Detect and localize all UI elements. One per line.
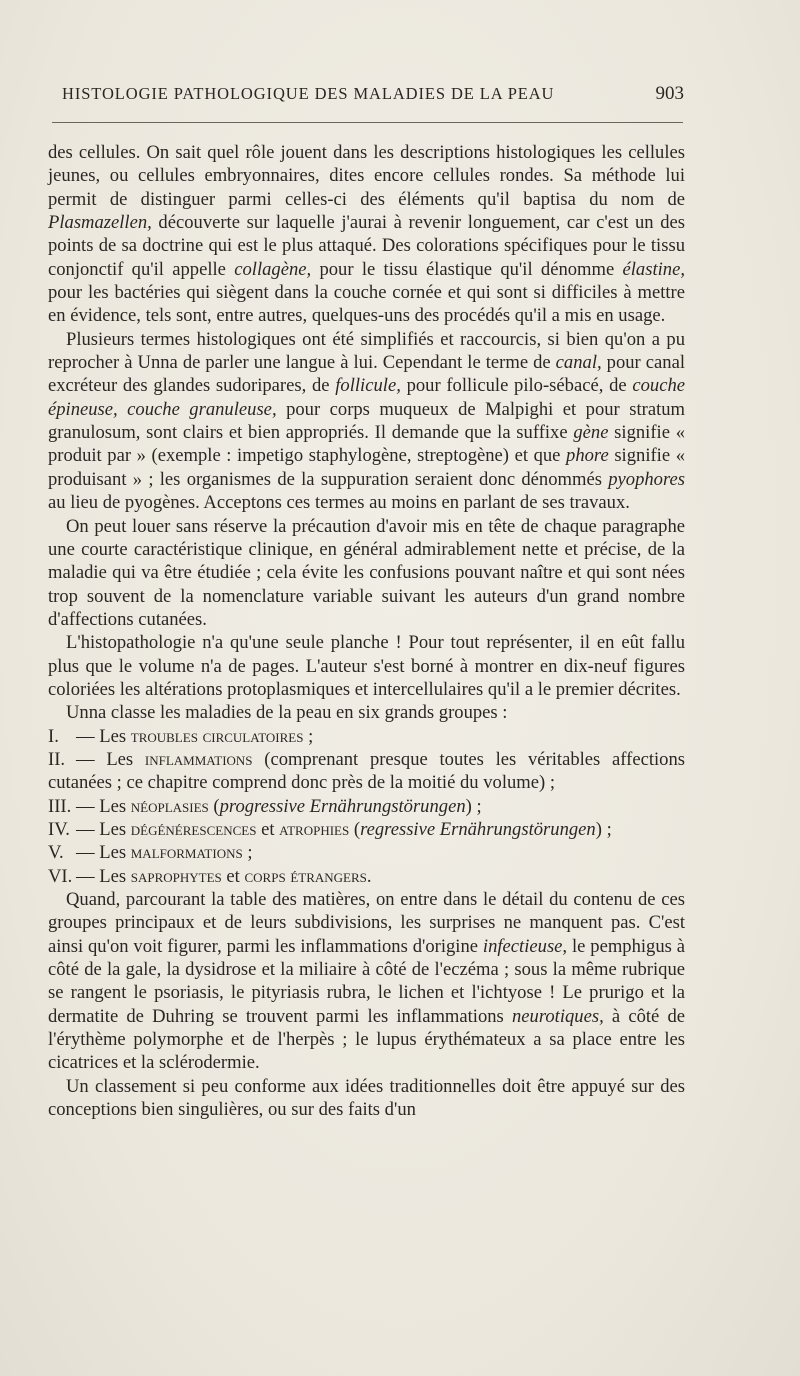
text-run: . xyxy=(366,865,372,887)
page-body xyxy=(48,141,685,1121)
small-caps-term: dégénérescences xyxy=(130,818,257,840)
text-run: ( xyxy=(208,795,220,817)
paragraph-7: Un classement si peu conforme aux idées traditionnelles doit être appuyé sur des conceptions bien singulières, ou sur des faits d'un xyxy=(48,1075,685,1121)
small-caps-term: saprophytes xyxy=(130,865,222,887)
text-run: pour les bactéries qui siègent dans la couche cornée et qui sont si difficiles à mettre en évidence, tels sont, entre autres, quelques-uns des procédés qu'il a mis en usage. xyxy=(48,282,685,327)
groups-list xyxy=(48,725,685,888)
list-item xyxy=(48,795,685,818)
text-run: — Les xyxy=(76,748,134,770)
list-item xyxy=(48,865,685,888)
text-run: des cellules. On sait quel rôle jouent dans les descriptions histologiques les cellules jeunes, ou cellules embryonnaires, dites encore cellules rondes. Sa méthode lui permit de distinguer parmi celles-ci des éléments qu'il baptisa du nom de xyxy=(48,142,685,210)
text-run: — Les xyxy=(76,795,127,817)
page-number: 903 xyxy=(655,83,684,104)
list-item xyxy=(48,818,685,841)
list-number: III. xyxy=(48,795,72,817)
italic-term: canal, xyxy=(555,352,602,374)
running-title: HISTOLOGIE PATHOLOGIQUE DES MALADIES DE LA PEAU xyxy=(62,84,555,103)
list-item xyxy=(48,841,685,864)
list-number: I. xyxy=(48,725,59,747)
italic-term: couche épineuse, couche granuleuse, xyxy=(48,375,685,420)
text-run: Quand, parcourant la table des matières, on entre dans le détail du contenu de ces groupes principaux et de leurs subdivisions, les surprises ne manquent pas. C'est ainsi qu'on voit figurer, parmi les inflammations d'origine xyxy=(48,889,685,957)
italic-term: regressive Ernährungstörungen xyxy=(360,818,596,840)
text-run: ( xyxy=(349,818,361,840)
list-number: VI. xyxy=(48,865,73,887)
header-rule xyxy=(52,122,683,123)
paragraph-1 xyxy=(48,141,685,328)
text-run: pour follicule pilo-sébacé, de xyxy=(400,375,633,397)
list-item xyxy=(48,748,685,795)
small-caps-term: inflammations xyxy=(144,748,253,770)
italic-term: gène xyxy=(573,422,609,444)
italic-term: élastine, xyxy=(622,258,685,280)
list-item xyxy=(48,725,685,748)
list-number: IV. xyxy=(48,818,70,840)
small-caps-term: néoplasies xyxy=(130,795,209,817)
text-run: ; xyxy=(242,842,253,864)
running-header xyxy=(62,83,684,105)
italic-term: phore xyxy=(566,445,609,467)
list-number: V. xyxy=(48,842,64,864)
text-run: — Les xyxy=(76,842,127,864)
text-run: ; xyxy=(303,725,314,747)
text-run: — Les xyxy=(76,818,127,840)
text-run: ) ; xyxy=(465,795,482,817)
text-run: signifie « produit par » (exemple : impetigo staphylogène, streptogène) et que xyxy=(48,422,685,467)
paragraph-5: Unna classe les maladies de la peau en six grands groupes : xyxy=(66,702,508,724)
italic-term: collagène, xyxy=(234,258,312,280)
text-run: signifie « produisant » ; les organismes de la suppuration seraient donc dénommés xyxy=(48,445,685,490)
italic-term: Plasmazellen, xyxy=(48,212,152,234)
list-number: II. xyxy=(48,748,66,770)
text-run: au lieu de pyogènes. Acceptons ces termes au moins en parlant de ses travaux. xyxy=(48,492,630,514)
small-caps-term: troubles circulatoires xyxy=(130,725,304,747)
small-caps-term: atrophies xyxy=(279,818,350,840)
text-run: le pemphigus à côté de la gale, la dysidrose et la miliaire à côté de l'eczéma ; sous la même rubrique se rangent le psoriasis, le pityriasis rubra, le lichen et l'ichtyose ! Le prurigo et la dermatite de Duhring se trouvent parmi les inflammations xyxy=(48,935,686,1027)
paragraph-4: L'histopathologie n'a qu'une seule planche ! Pour tout représenter, il en eût fallu plus que le volume n'a de pages. L'auteur s'est borné à montrer en dix-neuf figures coloriées les altérations protoplasmiques et intercellulaires qu'il a le premier décrites. xyxy=(48,632,685,700)
small-caps-term: malformations xyxy=(130,842,243,864)
text-run: pour canal excréteur des glandes sudoripares, de xyxy=(48,352,685,397)
italic-term: infectieuse, xyxy=(482,935,568,957)
text-run: et xyxy=(256,818,280,840)
text-run: à côté de l'érythème polymorphe et de l'herpès ; le lupus érythémateux a sa place entre les cicatrices et la sclérodermie. xyxy=(48,1005,686,1074)
paragraph-6 xyxy=(48,888,685,1075)
italic-term: progressive Ernährungstörungen xyxy=(219,795,466,817)
text-run: — Les xyxy=(76,865,127,887)
paragraph-3: On peut louer sans réserve la précaution d'avoir mis en tête de chaque paragraphe une courte caractéristique clinique, en général admirablement nette et précise, de la maladie qui va être étudiée ; cela évite les confusions pouvant naître et qui sont nées trop souvent de la nomenclature variable suivant les auteurs d'un grand nombre d'affections cutanées. xyxy=(48,515,685,630)
small-caps-term: corps étrangers xyxy=(244,865,367,887)
italic-term: pyophores xyxy=(608,468,685,490)
text-run: (comprenant presque toutes les véritables affections cutanées ; ce chapitre comprend donc près de la moitié du volume) ; xyxy=(48,748,685,794)
text-run: ) ; xyxy=(595,818,612,840)
text-run: — Les xyxy=(76,725,127,747)
text-run: découverte sur laquelle j'aurai à revenir longuement, car c'est un des points de sa doctrine qui est le plus attaqué. Des colorations spécifiques pour le tissu conjonctif qu'il appelle xyxy=(48,212,685,280)
text-run: Plusieurs termes histologiques ont été simplifiés et raccourcis, si bien qu'on a pu reprocher à Unna de parler une langue à lui. Cependant le terme de xyxy=(48,328,685,374)
paragraph-2 xyxy=(48,328,685,515)
italic-term: follicule, xyxy=(335,375,401,397)
text-run: pour corps muqueux de Malpighi et pour stratum granulosum, sont clairs et bien appropriés. Il demande que la suffixe xyxy=(48,398,685,444)
italic-term: neurotiques, xyxy=(511,1005,604,1027)
text-run: pour le tissu élastique qu'il dénomme xyxy=(311,258,623,280)
text-run: et xyxy=(221,865,245,887)
